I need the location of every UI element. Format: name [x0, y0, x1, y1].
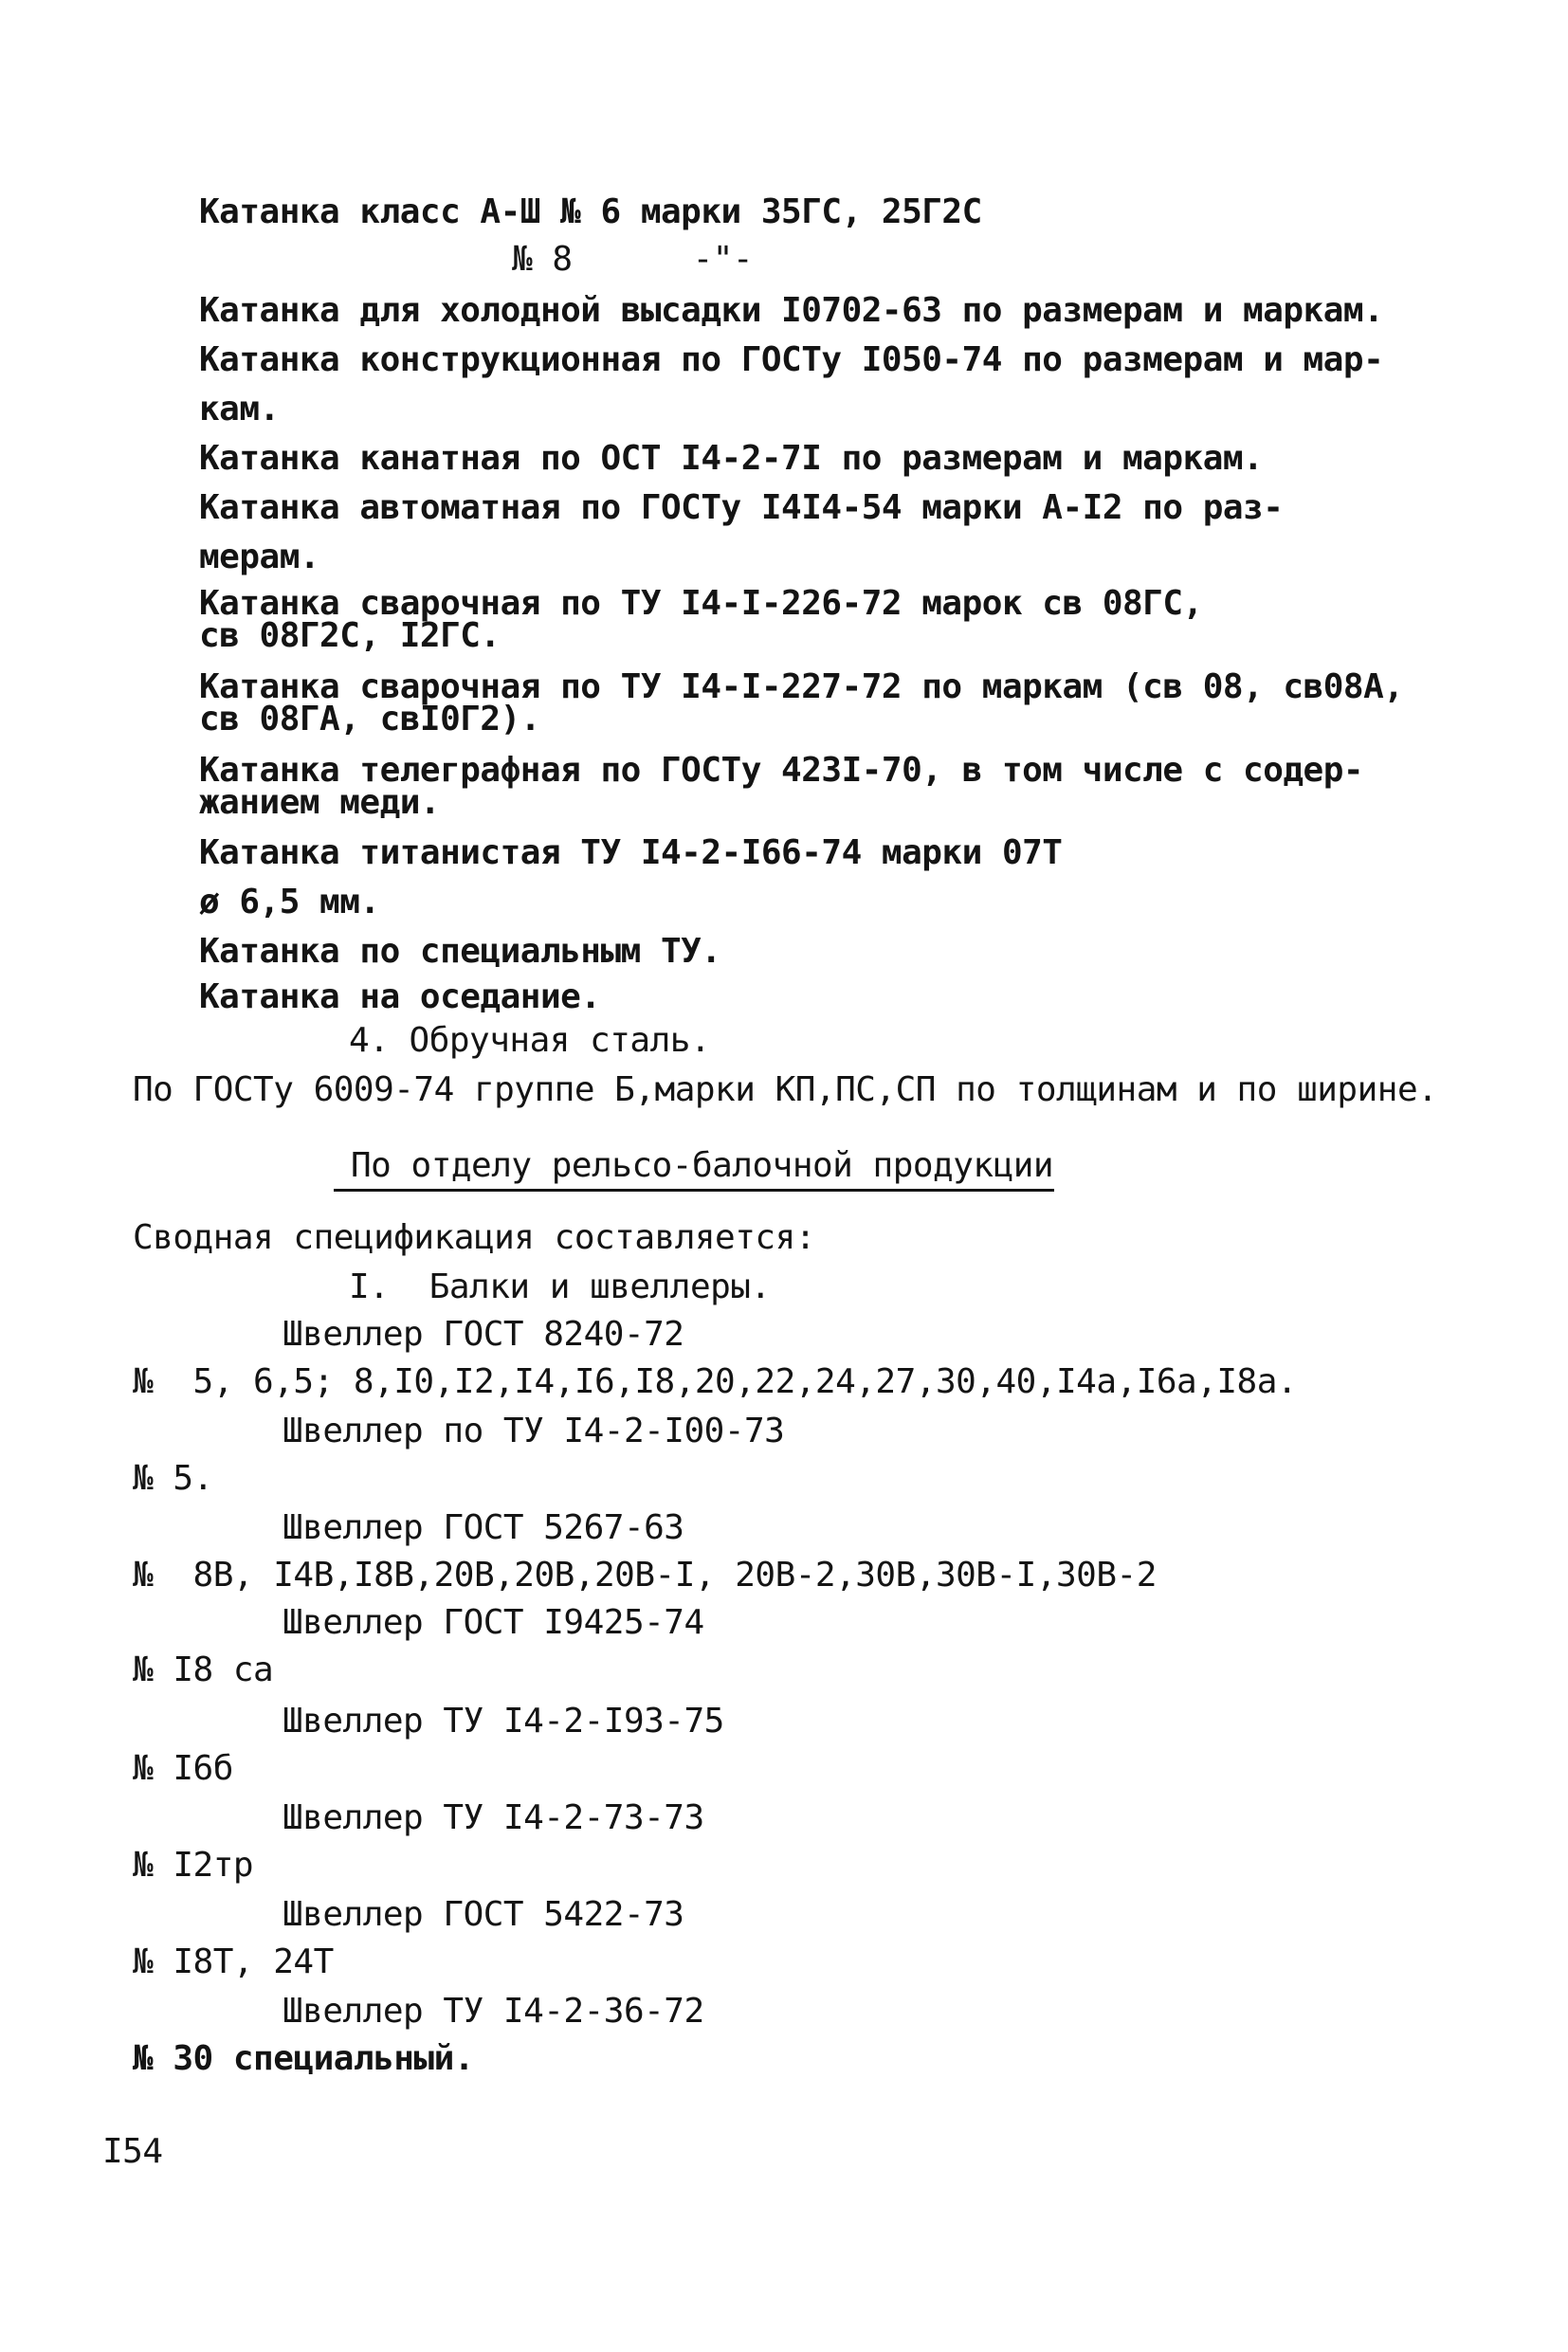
- text-line: № I6б: [133, 1749, 233, 1788]
- text-line: № 8 -"-: [512, 240, 754, 279]
- text-line: Швеллер ГОСТ 5422-73: [283, 1895, 684, 1934]
- text-line: ø 6,5 мм.: [199, 883, 380, 921]
- text-line: Швеллер ГОСТ 8240-72: [283, 1315, 684, 1354]
- text-line: Катанка титанистая ТУ I4-2-I66-74 марки 07Т: [199, 833, 1063, 872]
- text-line: Катанка конструкционная по ГОСТу I050-74 по размерам и мар-: [199, 340, 1384, 379]
- section-title: По отделу рельсо-балочной продукции: [351, 1146, 1054, 1185]
- text-line: св 08Г2С, I2ГС.: [199, 616, 501, 655]
- text-line: мерам.: [199, 538, 320, 576]
- text-line: № I8 са: [133, 1650, 274, 1689]
- text-line: Швеллер ТУ I4-2-36-72: [283, 1992, 704, 2031]
- text-line: Катанка сварочная по ТУ I4-I-226-72 марок св 08ГС,: [199, 584, 1203, 623]
- text-line: Швеллер ТУ I4-2-73-73: [283, 1798, 704, 1837]
- page-number: I54: [102, 2132, 163, 2171]
- text-line: Сводная спецификация составляется:: [133, 1218, 815, 1257]
- text-line: № 5, 6,5; 8,I0,I2,I4,I6,I8,20,22,24,27,30,40,I4а,I6а,I8а.: [133, 1362, 1298, 1401]
- text-line: Швеллер ГОСТ I9425-74: [283, 1603, 704, 1642]
- text-line: № I2тр: [133, 1846, 254, 1885]
- text-line: № 5.: [133, 1459, 213, 1498]
- text-line: Катанка по специальным ТУ.: [199, 932, 721, 971]
- title-underline: [334, 1189, 1054, 1192]
- text-line: По ГОСТу 6009-74 группе Б,марки КП,ПС,СП по толщинам и по ширине.: [133, 1070, 1438, 1109]
- text-line: Катанка сварочная по ТУ I4-I-227-72 по маркам (св 08, св08А,: [199, 667, 1404, 706]
- text-line: Швеллер ТУ I4-2-I93-75: [283, 1702, 724, 1741]
- text-line: № I8Т, 24Т: [133, 1942, 334, 1981]
- text-line: № 8В, I4В,I8В,20В,20В,20В-I, 20В-2,30В,30В-I,30В-2: [133, 1556, 1157, 1595]
- text-line: Катанка канатная по ОСТ I4-2-7I по размерам и маркам.: [199, 439, 1264, 478]
- text-line: Катанка на оседание.: [199, 977, 601, 1016]
- text-line: Катанка класс А-Ш № 6 марки 35ГС, 25Г2С: [199, 192, 982, 231]
- section-heading: 4. Обручная сталь.: [349, 1021, 711, 1060]
- text-line: Швеллер ГОСТ 5267-63: [283, 1508, 684, 1547]
- text-line: св 08ГА, свI0Г2).: [199, 700, 540, 738]
- section-heading: I. Балки и швеллеры.: [349, 1267, 771, 1306]
- text-line: Катанка автоматная по ГОСТу I4I4-54 марки А-I2 по раз-: [199, 488, 1284, 527]
- text-line: Швеллер по ТУ I4-2-I00-73: [283, 1412, 785, 1450]
- text-line: жанием меди.: [199, 783, 441, 822]
- text-line: № 30 специальный.: [133, 2039, 474, 2078]
- text-line: Катанка для холодной высадки I0702-63 по размерам и маркам.: [199, 291, 1384, 330]
- text-line: Катанка телеграфная по ГОСТу 423I-70, в том числе с содер-: [199, 751, 1364, 790]
- text-line: кам.: [199, 390, 280, 428]
